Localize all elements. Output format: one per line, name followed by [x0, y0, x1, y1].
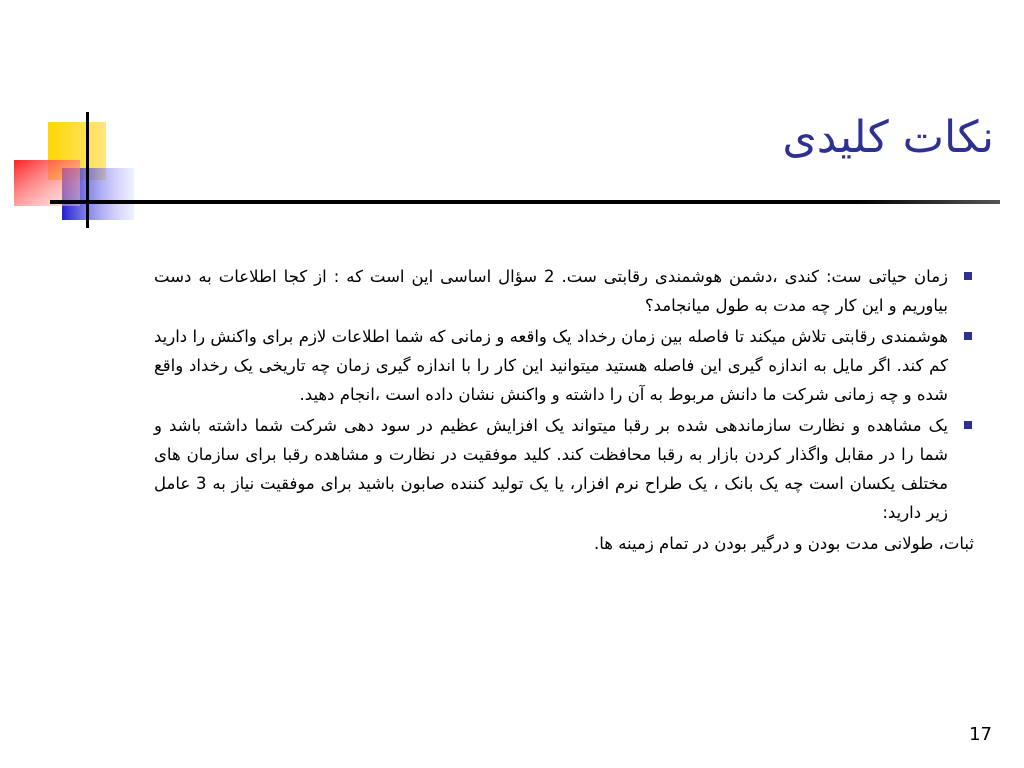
square-bullet-icon: [964, 332, 972, 340]
closing-line: ثبات، طولانی مدت بودن و درگیر بودن در تمام زمینه ها.: [593, 534, 974, 553]
title-rule: [50, 200, 1000, 204]
deco-red-square: [14, 160, 80, 206]
slide-body: [154, 262, 974, 558]
bullet-text: زمان حیاتی ست: کندی ،دشمن هوشمندی رقابتی ست. 2 سؤال اساسی این است که : از کجا اطلاعات به دست بیاوریم و این کار چه مدت به طول میانجامد؟: [154, 267, 948, 315]
bullet-item: [154, 322, 974, 409]
bullet-item: [154, 262, 974, 320]
bullet-item: [154, 411, 974, 527]
page-number: 17: [969, 724, 992, 745]
square-bullet-icon: [964, 421, 972, 429]
bullet-text: هوشمندی رقابتی تلاش میکند تا فاصله بین زمان رخداد یک واقعه و زمانی که شما اطلاعات لازم برای واکنش را دارید کم کند. اگر مایل به اندازه گیری این فاصله هستید میتوانید این کار را با اندازه گیری زمان چه تاریخی یک رخداد واقع شده و چه زمانی شرکت ما دانش مربوط به آن را داشته و واکنش نشان داده است ،انجام دهید.: [154, 327, 948, 404]
square-bullet-icon: [964, 272, 972, 280]
slide-title: نکات کلیدی: [782, 112, 994, 163]
deco-vertical-line: [86, 112, 89, 228]
bullet-text: یک مشاهده و نظارت سازماندهی شده بر رقبا میتواند یک افزایش عظیم در سود دهی شرکت شما داشته باشد و شما را در مقابل واگذار کردن بازار به رقبا محافظت کند. کلید موفقیت در نظارت و مشاهده رقبا برای سازمان های مختلف یکسان است چه یک بانک ، یک طراح نرم افزار، یا یک تولید کننده صابون باشید برای موفقیت نیاز به 3 عامل زیر دارید:: [154, 416, 948, 522]
